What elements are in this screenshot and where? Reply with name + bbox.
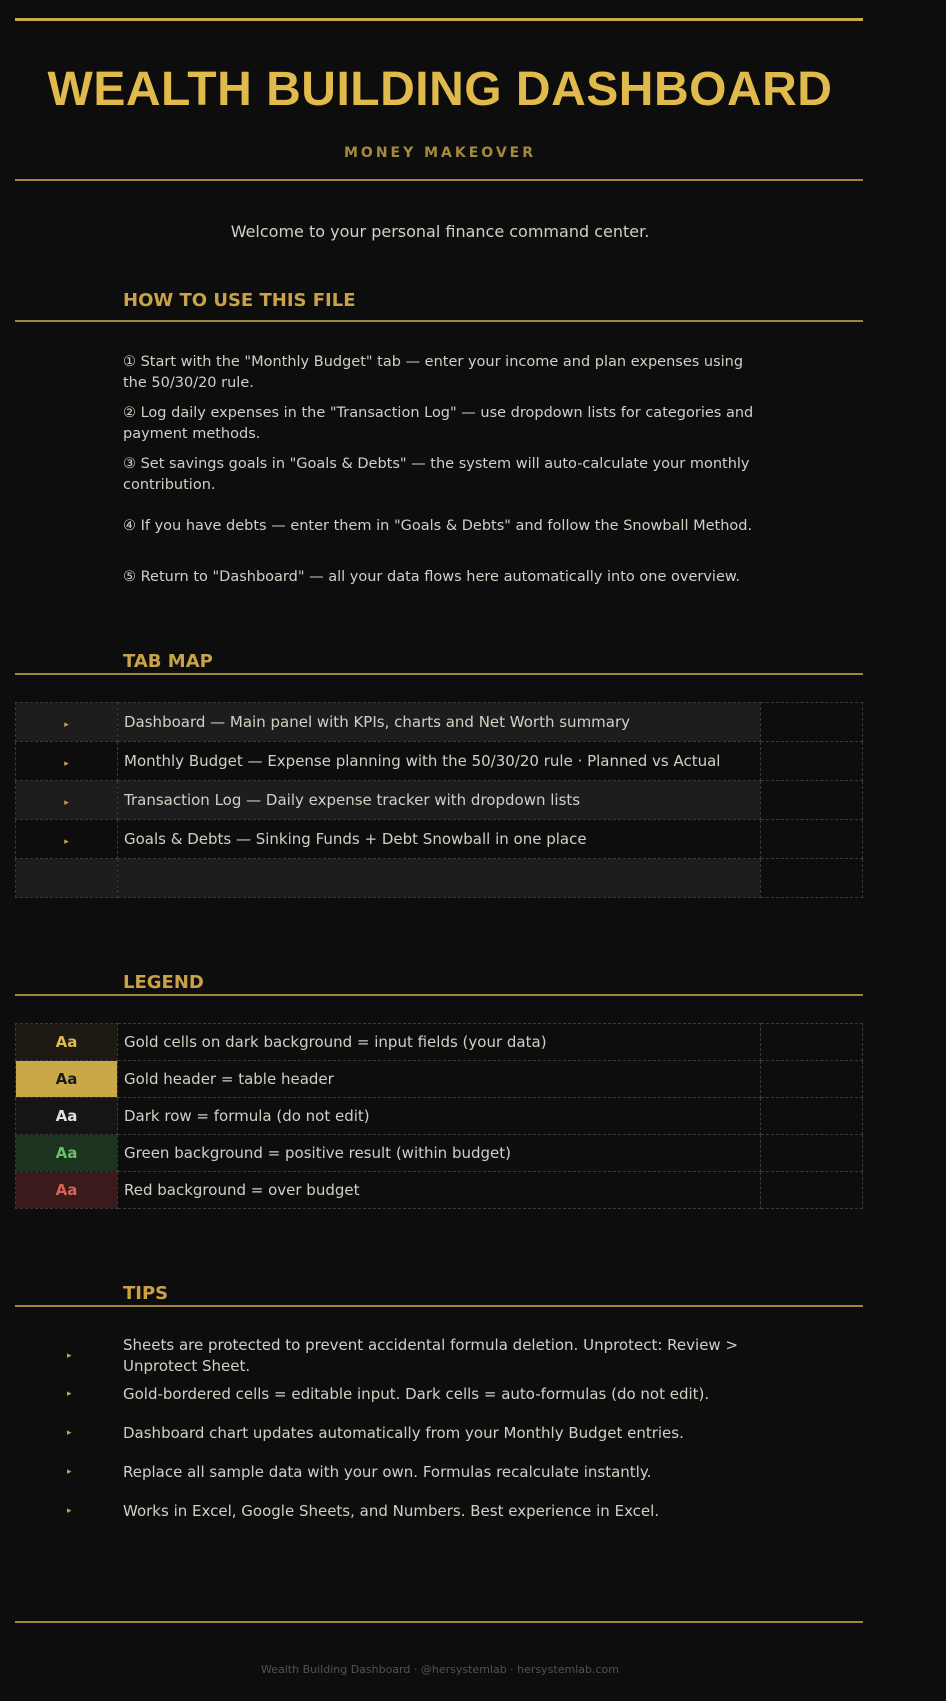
bullet-arrow-icon: ▸ [67,1506,72,1516]
bullet-arrow-icon: ▸ [64,720,69,730]
bullet-arrow-icon: ▸ [64,759,69,769]
tips-heading: TIPS [123,1283,169,1304]
legend-row-text: Red background = over budget [118,1172,761,1209]
bullet-arrow-icon: ▸ [67,1389,72,1399]
tab-map-row[interactable] [16,742,863,781]
bullet-arrow-icon: ▸ [67,1467,72,1477]
legend-swatch: Aa [16,1172,118,1209]
top-gold-rule [15,18,863,21]
bullet-arrow-icon: ▸ [64,837,69,847]
legend-row [16,1098,863,1135]
legend-row [16,1135,863,1172]
legend-row [16,1061,863,1098]
legend-row [16,1172,863,1209]
tab-map-row-text: Dashboard — Main panel with KPIs, charts and Net Worth summary [118,703,761,742]
page-title: WEALTH BUILDING DASHBOARD [47,63,833,116]
tab-map-row-text: Goals & Debts — Sinking Funds + Debt Snowball in one place [118,820,761,859]
legend-table [15,1023,863,1209]
tip-item: Replace all sample data with your own. Formulas recalculate instantly. [123,1463,652,1481]
legend-swatch: Aa [16,1135,118,1172]
tab-map-row[interactable] [16,703,863,742]
how-to-divider [15,320,863,322]
tab-map-empty-row [16,859,863,898]
bullet-arrow-icon: ▸ [64,798,69,808]
how-to-step-3: ③ Set savings goals in "Goals & Debts" — the system will auto-calculate your monthly contribution. [123,456,750,493]
legend-row-text: Dark row = formula (do not edit) [118,1098,761,1135]
legend-swatch: Aa [16,1024,118,1061]
tab-map-row[interactable] [16,781,863,820]
tip-item: Works in Excel, Google Sheets, and Numbers. Best experience in Excel. [123,1502,660,1520]
legend-divider [15,994,863,996]
bullet-arrow-icon: ▸ [67,1351,72,1361]
how-to-step-4: ④ If you have debts — enter them in "Goals & Debts" and follow the Snowball Method. [123,518,753,534]
tab-map-heading: TAB MAP [123,651,213,672]
tip-item: Sheets are protected to prevent accidental formula deletion. Unprotect: Review > Unprotect Sheet. [123,1336,739,1375]
tab-map-table [15,702,863,898]
tab-map-row-text: Monthly Budget — Expense planning with the 50/30/20 rule · Planned vs Actual [118,742,761,781]
how-to-heading: HOW TO USE THIS FILE [123,290,356,311]
legend-swatch: Aa [16,1098,118,1135]
bullet-arrow-icon: ▸ [67,1428,72,1438]
tips-divider [15,1305,863,1307]
how-to-step-5: ⑤ Return to "Dashboard" — all your data flows here automatically into one overview. [123,569,741,585]
legend-swatch: Aa [16,1061,118,1098]
how-to-step-2: ② Log daily expenses in the "Transaction Log" — use dropdown lists for categories and payment methods. [123,405,754,442]
tab-map-row-text: Transaction Log — Daily expense tracker with dropdown lists [118,781,761,820]
header-divider [15,179,863,181]
page-subtitle: MONEY MAKEOVER [343,145,536,161]
legend-row-text: Green background = positive result (within budget) [118,1135,761,1172]
tip-item: Gold-bordered cells = editable input. Dark cells = auto-formulas (do not edit). [123,1385,710,1403]
tip-item: Dashboard chart updates automatically from your Monthly Budget entries. [123,1424,684,1442]
tab-map-divider [15,673,863,675]
legend-heading: LEGEND [123,972,204,993]
welcome-text: Welcome to your personal finance command center. [230,222,650,241]
how-to-step-1: ① Start with the "Monthly Budget" tab — enter your income and plan expenses using the 50/30/20 rule. [123,354,744,391]
tab-map-row[interactable] [16,820,863,859]
legend-row-text: Gold header = table header [118,1061,761,1098]
legend-row-text: Gold cells on dark background = input fields (your data) [118,1024,761,1061]
footer-divider [15,1621,863,1623]
footer-text: Wealth Building Dashboard · @hersystemlab · hersystemlab.com [261,1663,619,1676]
legend-row [16,1024,863,1061]
